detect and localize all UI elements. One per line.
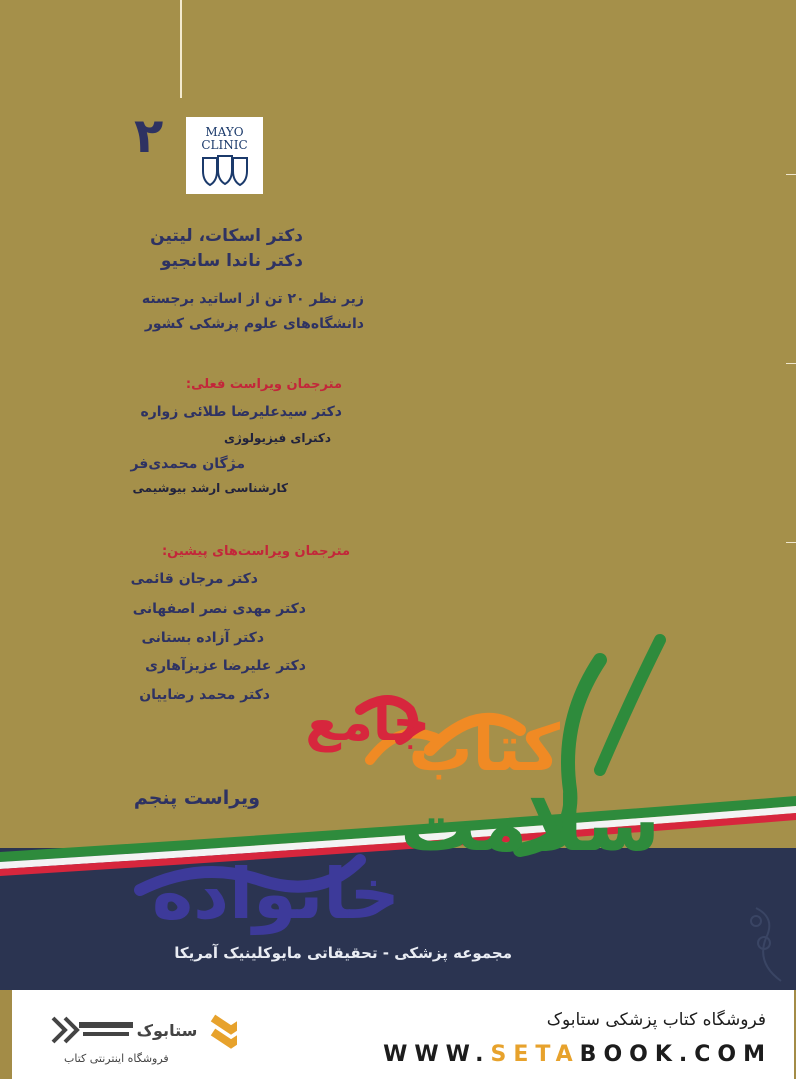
salamat-stroke <box>600 640 660 770</box>
logo-tagline: فروشگاه اینترنتی کتاب <box>64 1052 169 1065</box>
logo-line-2: CLINIC <box>201 138 248 152</box>
url-highlight: SETA <box>490 1042 580 1067</box>
previous-translator: دکتر محمد رضاییان <box>139 687 270 703</box>
previous-translator: دکتر علیرضا عزیزآهاری <box>145 658 306 674</box>
book-mark-icon <box>213 1018 237 1030</box>
store-url[interactable] <box>383 1042 772 1067</box>
url-prefix: WWW. <box>383 1042 491 1067</box>
mayo-clinic-logo <box>186 117 263 194</box>
title-jame: جامع <box>305 693 430 753</box>
supervision-line-1: زیر نظر ۲۰ تن از اساتید برجسته <box>141 291 364 307</box>
translator-degree: کارشناسی ارشد بیوشیمی <box>132 481 288 495</box>
url-suffix: BOOK.COM <box>579 1042 772 1067</box>
logo-line-1: MAYO <box>205 125 244 139</box>
title-calligraphy <box>0 600 796 940</box>
edge-tick <box>786 174 796 175</box>
current-translators-heading: مترجمان ویراست فعلی: <box>185 377 342 392</box>
previous-translators-heading: مترجمان ویراست‌های پیشین: <box>161 544 350 559</box>
volume-number: ۲ <box>134 108 164 164</box>
store-ad-banner[interactable] <box>12 990 794 1079</box>
previous-translator: دکتر مرجان قائمی <box>130 571 258 587</box>
supervision-line-2: دانشگاه‌های علوم پزشکی کشور <box>144 316 364 332</box>
translator-name: دکتر سیدعلیرضا طلائی زواره <box>140 404 342 420</box>
store-name: فروشگاه کتاب پزشکی ستابوک <box>546 1010 766 1030</box>
chevron-icon <box>53 1018 65 1042</box>
top-divider-line <box>180 0 182 98</box>
previous-translator: دکتر آزاده بستانی <box>141 630 264 646</box>
author-2: دکتر ناندا سانجیو <box>160 251 303 271</box>
title-ketab: کتاب <box>408 712 560 786</box>
logo-word: ستابوک <box>136 1021 198 1040</box>
previous-translator: دکتر مهدی نصر اصفهانی <box>132 601 306 617</box>
mayo-shields-icon <box>201 155 249 187</box>
title-khanevadeh: خانواده <box>151 853 400 935</box>
edge-tick <box>786 363 796 364</box>
edge-tick <box>786 542 796 543</box>
title-salamat: سلامت <box>400 779 660 868</box>
translator-degree: دکترای فیزیولوژی <box>224 431 331 445</box>
book-mark-icon <box>213 1032 237 1044</box>
edition-label: ویراست پنجم <box>133 787 260 809</box>
setabook-logo <box>47 1008 237 1058</box>
series-label: مجموعه پزشکی - تحقیقاتی مایوکلینیک آمریکا <box>174 944 512 962</box>
author-1: دکتر اسکات، لیتین <box>150 226 303 246</box>
translator-name: مژگان محمدی‌فر <box>130 456 245 472</box>
